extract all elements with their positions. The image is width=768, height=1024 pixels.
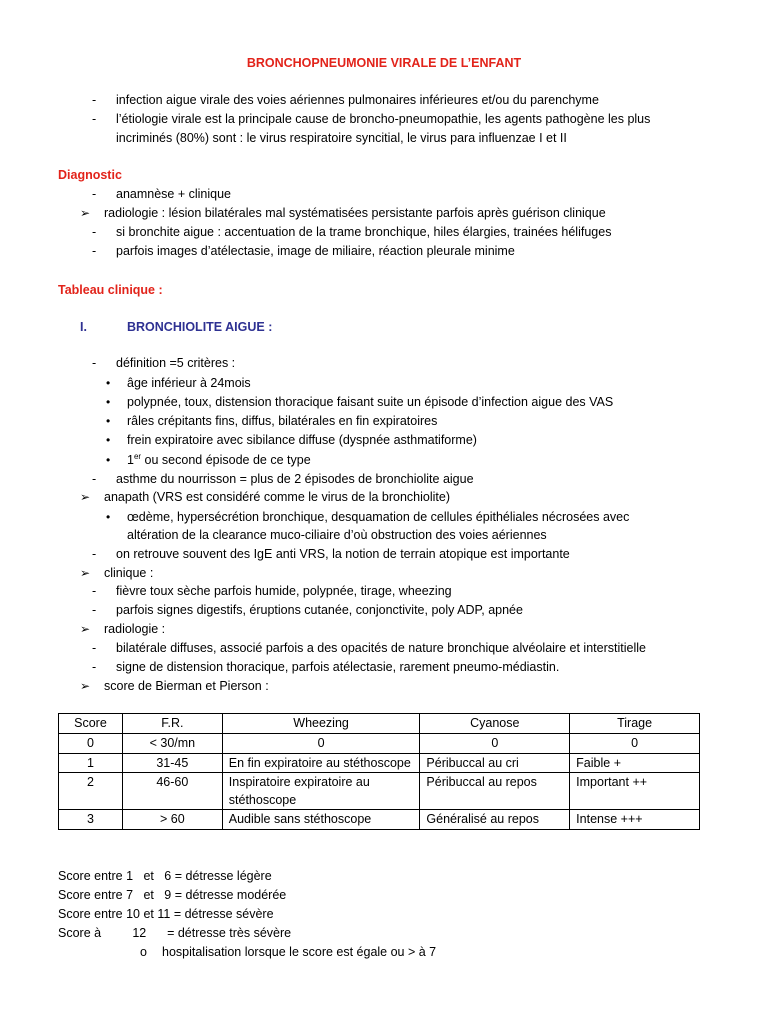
dot-bullet: •: [106, 414, 111, 428]
section-bronchiolite-heading: BRONCHIOLITE AIGUE :: [127, 320, 273, 334]
critere-2: polypnée, toux, distension thoracique faisant suite un épisode d’infection aigue des VAS: [127, 395, 614, 409]
critere-5-text: ou second épisode de ce type: [141, 453, 311, 467]
diagnostic-sub-2: parfois images d’atélectasie, image de miliaire, réaction pleurale minime: [116, 244, 515, 258]
arrow-bullet: ➢: [80, 490, 91, 504]
intro-line-2: l’étiologie virale est la principale cause de broncho-pneumopathie, les agents pathogène les plus: [116, 112, 651, 126]
clinique-heading: clinique :: [104, 566, 154, 580]
score-range-3: Score entre 10 et 11 = détresse sévère: [58, 907, 274, 921]
intro-line-3: incriminés (80%) sont : le virus respiratoire syncitial, le virus para influenzae I et II: [116, 131, 567, 145]
dash-bullet: -: [92, 187, 97, 201]
table-cell: Inspiratoire expiratoire au stéthoscope: [222, 773, 420, 810]
asthme-line: asthme du nourrisson = plus de 2 épisodes de bronchiolite aigue: [116, 472, 474, 486]
score-range-2: Score entre 7 et 9 = détresse modérée: [58, 888, 287, 902]
dash-bullet: -: [92, 112, 97, 126]
circle-bullet: o: [140, 945, 147, 959]
arrow-bullet: ➢: [80, 566, 91, 580]
clinique-line-2: parfois signes digestifs, éruptions cutanée, conjonctivite, poly ADP, apnée: [116, 603, 523, 617]
diagnostic-heading: Diagnostic: [58, 168, 122, 182]
clinique-line-1: fièvre toux sèche parfois humide, polypnée, tirage, wheezing: [116, 584, 452, 598]
table-cell: Important ++: [570, 773, 700, 810]
hospitalisation-line: hospitalisation lorsque le score est égale ou > à 7: [162, 945, 437, 959]
table-header-cell: F.R.: [122, 714, 222, 734]
anapath-detail-2: altération de la clearance muco-ciliaire d’où obstruction des voies aériennes: [127, 528, 547, 542]
table-cell: 0: [59, 734, 123, 754]
anapath-detail-1: œdème, hypersécrétion bronchique, desquamation de cellules épithéliales nécrosées avec: [127, 510, 630, 524]
table-header-row: [59, 714, 700, 734]
critere-4: frein expiratoire avec sibilance diffuse (dyspnée asthmatiforme): [127, 433, 477, 447]
dash-bullet: -: [92, 547, 97, 561]
table-cell: En fin expiratoire au stéthoscope: [222, 754, 420, 773]
dot-bullet: •: [106, 395, 111, 409]
table-row: [59, 810, 700, 830]
dash-bullet: -: [92, 356, 97, 370]
dash-bullet: -: [92, 584, 97, 598]
anapath-line: anapath (VRS est considéré comme le virus de la bronchiolite): [104, 490, 451, 504]
table-cell: Péribuccal au repos: [420, 773, 570, 810]
dash-bullet: -: [92, 244, 97, 258]
diagnostic-radiologie: radiologie : lésion bilatérales mal systématisées persistante parfois après guérison clinique: [104, 206, 606, 220]
critere-5-number: 1: [127, 453, 134, 467]
table-header-cell: Cyanose: [420, 714, 570, 734]
table-cell: 46-60: [122, 773, 222, 810]
tableau-heading: Tableau clinique :: [58, 283, 163, 297]
dot-bullet: •: [106, 433, 111, 447]
table-cell: 3: [59, 810, 123, 830]
dash-bullet: -: [92, 660, 97, 674]
table-header-cell: Wheezing: [222, 714, 420, 734]
dot-bullet: •: [106, 510, 111, 524]
arrow-bullet: ➢: [80, 622, 91, 636]
radiologie-heading: radiologie :: [104, 622, 166, 636]
score-range-1: Score entre 1 et 6 = détresse légère: [58, 869, 272, 883]
table-header-cell: Tirage: [570, 714, 700, 734]
intro-line-1: infection aigue virale des voies aériennes pulmonaires inférieures et/ou du parenchyme: [116, 93, 599, 107]
table-cell: < 30/mn: [122, 734, 222, 754]
critere-5: [127, 451, 311, 470]
dot-bullet: •: [106, 453, 111, 467]
score-title: score de Bierman et Pierson :: [104, 679, 269, 693]
radiologie-line-1: bilatérale diffuses, associé parfois a des opacités de nature bronchique alvéolaire et interstitielle: [116, 641, 646, 655]
table-cell: Péribuccal au cri: [420, 754, 570, 773]
table-cell: Intense +++: [570, 810, 700, 830]
diagnostic-sub-1: si bronchite aigue : accentuation de la trame bronchique, hiles élargies, trainées hélifuges: [116, 225, 612, 239]
table-cell: 0: [570, 734, 700, 754]
table-row: [59, 754, 700, 773]
radiologie-line-2: signe de distension thoracique, parfois atélectasie, rarement pneumo-médiastin.: [116, 660, 560, 674]
table-row: [59, 773, 700, 810]
score-range-4: Score à 12 = détresse très sévère: [58, 926, 292, 940]
dash-bullet: -: [92, 225, 97, 239]
arrow-bullet: ➢: [80, 206, 91, 220]
table-cell: 31-45: [122, 754, 222, 773]
diagnostic-anamnese: anamnèse + clinique: [116, 187, 232, 201]
table-cell: 0: [222, 734, 420, 754]
document-title: BRONCHOPNEUMONIE VIRALE DE L’ENFANT: [246, 56, 522, 70]
roman-numeral: I.: [80, 320, 87, 334]
dash-bullet: -: [92, 472, 97, 486]
ige-line: on retrouve souvent des IgE anti VRS, la notion de terrain atopique est importante: [116, 547, 570, 561]
table-cell: 2: [59, 773, 123, 810]
table-header-cell: Score: [59, 714, 123, 734]
table-cell: Audible sans stéthoscope: [222, 810, 420, 830]
definition-line: définition =5 critères :: [116, 356, 236, 370]
score-table: [58, 713, 700, 830]
critere-1: âge inférieur à 24mois: [127, 376, 251, 390]
table-cell: > 60: [122, 810, 222, 830]
dot-bullet: •: [106, 376, 111, 390]
table-row: [59, 734, 700, 754]
table-cell: Faible +: [570, 754, 700, 773]
arrow-bullet: ➢: [80, 679, 91, 693]
critere-5-superscript: er: [133, 451, 142, 461]
table-cell: Généralisé au repos: [420, 810, 570, 830]
dash-bullet: -: [92, 603, 97, 617]
table-cell: 0: [420, 734, 570, 754]
table-cell: 1: [59, 754, 123, 773]
dash-bullet: -: [92, 641, 97, 655]
critere-3: râles crépitants fins, diffus, bilatérales en fin expiratoires: [127, 414, 438, 428]
dash-bullet: -: [92, 93, 97, 107]
